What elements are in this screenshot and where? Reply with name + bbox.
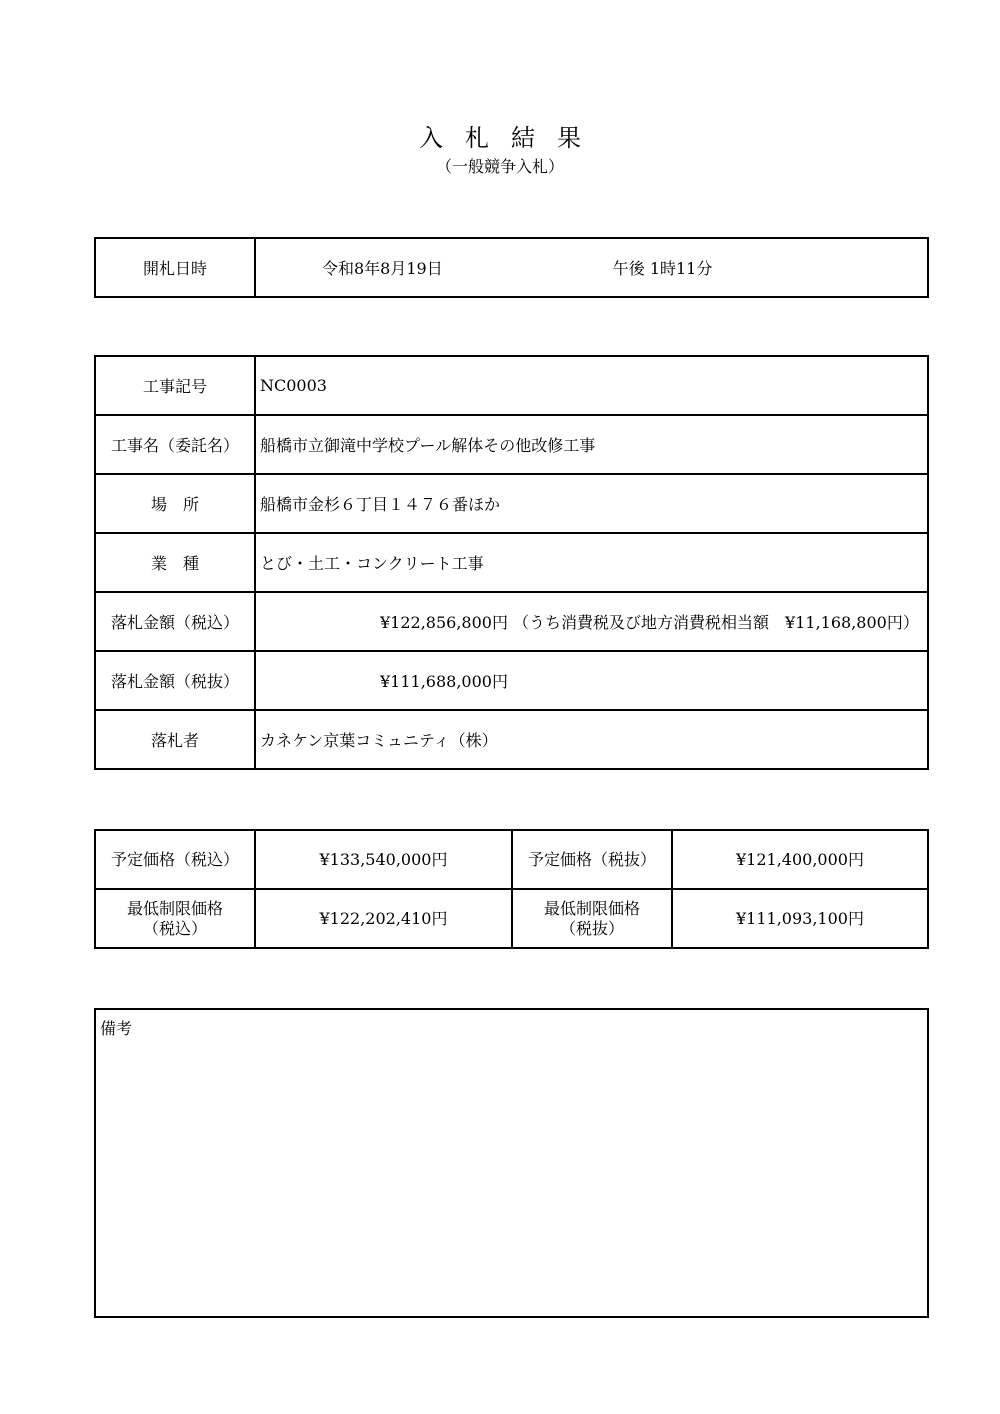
min-price-excl-label-line1: 最低制限価格 (543, 898, 640, 918)
min-price-excl-label-line2: （税抜） (559, 918, 624, 938)
min-price-incl-value: ¥122,202,410円 (255, 889, 512, 948)
min-price-incl-label-line2: （税込） (142, 918, 207, 938)
table-row (95, 415, 928, 474)
table-row (95, 830, 928, 889)
row-value-construction-name: 船橋市立御滝中学校プール解体その他改修工事 (255, 415, 928, 474)
min-price-incl-label (95, 889, 255, 948)
remarks-row (95, 1009, 928, 1317)
row-label-construction-name: 工事名（委託名） (95, 415, 255, 474)
row-value-industry: とび・土工・コンクリート工事 (255, 533, 928, 592)
row-label-winning-amount-incl: 落札金額（税込） (95, 592, 255, 651)
table-row (95, 474, 928, 533)
row-value-location: 船橋市金杉６丁目１４７６番ほか (255, 474, 928, 533)
opening-table (94, 237, 929, 298)
min-price-incl-label-line1: 最低制限価格 (126, 898, 223, 918)
row-value-winning-amount-excl-cell (255, 651, 928, 710)
table-row (95, 889, 928, 948)
opening-date: 令和8年8月19日 (322, 259, 443, 278)
remarks-cell (95, 1009, 928, 1317)
details-table (94, 355, 929, 770)
min-price-excl-label (512, 889, 672, 948)
opening-value-cell (255, 238, 928, 297)
row-value-construction-code: NC0003 (255, 356, 928, 415)
opening-row (95, 238, 928, 297)
opening-label: 開札日時 (95, 238, 255, 297)
row-value-winning-amount-incl: ¥122,856,800円 （うち消費税及び地方消費税相当額 ¥11,168,800円） (380, 613, 919, 632)
remarks-table (94, 1008, 929, 1318)
min-price-excl-value: ¥111,093,100円 (672, 889, 928, 948)
row-value-winning-amount-excl: ¥111,688,000円 (380, 672, 508, 691)
remarks-label: 備考 (100, 1019, 133, 1038)
table-row (95, 651, 928, 710)
row-label-location: 場 所 (95, 474, 255, 533)
table-row (95, 710, 928, 769)
page-subtitle: （一般競争入札） (435, 157, 564, 176)
row-value-winning-amount-incl-cell (255, 592, 928, 651)
row-value-winner: カネケン京葉コミュニティ（株） (255, 710, 928, 769)
planned-price-incl-label: 予定価格（税込） (95, 830, 255, 889)
prices-table (94, 829, 929, 949)
row-label-construction-code: 工事記号 (95, 356, 255, 415)
table-row (95, 592, 928, 651)
row-label-winning-amount-excl: 落札金額（税抜） (95, 651, 255, 710)
planned-price-excl-value: ¥121,400,000円 (672, 830, 928, 889)
row-label-industry: 業 種 (95, 533, 255, 592)
table-row (95, 356, 928, 415)
opening-time: 午後 1時11分 (612, 259, 713, 278)
planned-price-incl-value: ¥133,540,000円 (255, 830, 512, 889)
planned-price-excl-label: 予定価格（税抜） (512, 830, 672, 889)
page-title: 入札結果 (419, 124, 603, 152)
table-row (95, 533, 928, 592)
row-label-winner: 落札者 (95, 710, 255, 769)
